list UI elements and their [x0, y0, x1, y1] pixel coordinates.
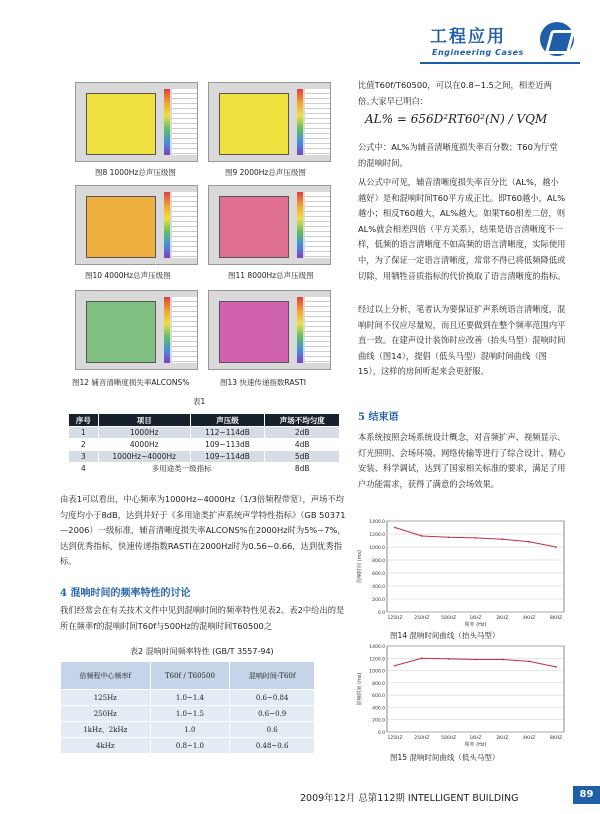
body-paragraph: 公式中：AL%为辅音清晰度损失率百分数；T60为厅堂的混响时间。: [358, 142, 558, 168]
body-paragraph: 大家早已明白：: [370, 96, 429, 106]
table-header: 项目: [98, 414, 190, 427]
data-point: [421, 535, 423, 537]
body-paragraph: 由表1可以看出，中心频率为1000Hz~4000Hz（1/3倍频程带宽），声场不均匀度均小于8dB，达到并好于《多用途类扩声系统声学特性指标》（GB 50371—2006）一级标准，辅音清晰度损失率ALCONS%在2000Hz时为5%~7%，达到优秀指标，快速传递指数RASTI在2000Hz时为0.56~0.66，达到优秀指标。: [60, 494, 346, 567]
room-map: [219, 301, 289, 363]
x-tick-label: 4KHZ: [523, 736, 536, 741]
x-axis-label: 频率 (Hz): [464, 622, 487, 628]
formula: AL% = 656D²RT60²(N) / VQM: [365, 112, 548, 126]
y-tick-label: 1000.0: [369, 669, 385, 675]
y-tick-label: 600.0: [372, 572, 385, 577]
y-axis-label: 混响时间 (ms): [357, 672, 363, 706]
y-tick-label: 400.0: [372, 585, 385, 590]
x-tick-label: 8KHZ: [549, 736, 563, 741]
data-point: [475, 659, 477, 661]
figure-13: [208, 290, 331, 370]
table-header: 序号: [69, 414, 99, 427]
figure-9: [208, 82, 331, 162]
body-paragraph: 比值T60f/T60500，可以在0.8~1.5之间，相差近两倍。: [358, 80, 553, 106]
table1-title: 表1: [193, 397, 206, 406]
table2-title: 表2 混响时间频率特性 (GB/T 3557-94): [130, 647, 274, 656]
table-header: 声压级: [190, 414, 265, 427]
y-tick-label: 1400.0: [369, 645, 385, 650]
x-tick-label: 4KHZ: [523, 616, 536, 621]
figure-caption: 图11 8000Hz总声压级图: [228, 271, 314, 280]
table-header: T60f / T60500: [150, 662, 230, 690]
y-tick-label: 800.0: [372, 559, 385, 564]
data-point: [501, 538, 503, 540]
y-tick-label: 0.0: [377, 731, 385, 736]
x-tick-label: 1KHZ: [469, 736, 482, 741]
room-map: [86, 93, 156, 155]
body-paragraph: 经过以上分析，笔者认为要保证扩声系统语言清晰度，混响时间不仅应尽量短，而且还要做到在整个频率范围内平直一致。在建声设计装饰时应改善（抬头马型）混响时间曲线（图14），提倡（低头马型）混响时间曲线（图15），这样的房间听起来会更舒服。: [358, 304, 566, 377]
color-scale: [297, 192, 303, 258]
y-tick-label: 600.0: [372, 694, 385, 700]
figure-11: [208, 185, 331, 265]
table-header: 倍频程中心频率f: [61, 662, 151, 690]
y-axis-label: 混响时间 (ms): [357, 550, 363, 583]
y-tick-label: 1200.0: [369, 533, 385, 538]
data-point: [448, 536, 450, 538]
color-scale: [164, 89, 170, 155]
y-tick-label: 1200.0: [369, 657, 385, 663]
table-row: 125Hz 1.0~1.4 0.6~0.84: [61, 690, 315, 706]
plot-area: [387, 521, 564, 612]
header-subtitle: Engineering Cases: [432, 48, 524, 57]
data-point: [394, 527, 396, 529]
section-heading: 4 混响时间的频率特性的讨论: [60, 588, 191, 599]
x-tick-label: 1KHZ: [469, 616, 482, 621]
body-paragraph: 从公式中可见，辅音清晰度损失率百分比（AL%，越小越好）是和混响时间T60平方成正比。即T60越小，AL%越小；相反T60越大，AL%越大。如果T60相差二倍，则AL%就会相差四倍（平方关系），结果是语言清晰度不一样，低频的语言清晰度不如高频的语言清晰度，实际使用中，为了保证一定语言清晰度，常常不得已将低频降低或切除，用牺牲音质指标的代价换取了语言清晰度的指标。: [358, 177, 566, 281]
body-paragraph: 我们经常会在有关技术文件中见到混响时间的频率特性见表2。表2中给出的是所在频率f的混响时间T60f与500Hz的混响时间T60500之: [60, 605, 345, 631]
data-point: [501, 659, 503, 661]
y-tick-label: 1000.0: [369, 546, 385, 551]
room-map: [219, 196, 289, 258]
data-point: [555, 546, 557, 548]
data-point: [528, 541, 530, 543]
chart-caption: 图14 混响时间曲线（抬头马型）: [390, 631, 500, 640]
figure-caption: 图9 2000Hz总声压级图: [225, 168, 306, 177]
x-axis-label: 频率 (Hz): [464, 742, 487, 748]
color-scale: [164, 297, 170, 363]
room-map: [86, 301, 156, 363]
body-paragraph: 本系统按照会场系统设计概念，对音频扩声、视频显示、灯光照明、会场环境、网络传输等进行了综合设计、精心安装、科学调试，达到了国家相关标准的要求，满足了用户功能需求，获得了满意的会场效果。: [358, 432, 566, 489]
x-tick-label: 500HZ: [441, 616, 457, 621]
figure-10: [75, 185, 198, 265]
x-tick-label: 250HZ: [414, 736, 430, 741]
table-1: [68, 413, 340, 475]
x-tick-label: 8KHZ: [549, 616, 563, 621]
y-tick-label: 0.0: [377, 611, 385, 616]
x-tick-label: 250HZ: [414, 616, 430, 621]
section-heading: 5 结束语: [358, 412, 399, 423]
header-title: 工程应用: [430, 27, 506, 47]
page-footer: 2009年12月 总第112期 INTELLIGENT BUILDING: [300, 793, 519, 804]
x-tick-label: 125HZ: [387, 736, 403, 741]
data-point: [421, 657, 423, 659]
figure-caption: 图13 快速传递指数RASTI: [220, 378, 307, 387]
y-tick-label: 200.0: [372, 718, 385, 724]
chart-figure-15: [355, 640, 570, 750]
room-map: [86, 196, 156, 258]
page-number: 89: [573, 786, 600, 804]
room-map: [219, 93, 289, 155]
data-point: [528, 660, 530, 662]
journal-header: [420, 18, 580, 64]
chart-caption: 图15 混响时间曲线（低头马型）: [390, 753, 500, 762]
table-row: 250Hz 1.0~1.5 0.6~0.9: [61, 706, 315, 722]
table-row: 1 1000Hz 112~114dB 2dB: [69, 427, 340, 439]
table-row: 1kHz、2kHz 1.0 0.6: [61, 722, 315, 738]
figure-caption: 图12 辅音清晰度损失率ALCONS%: [72, 378, 190, 387]
y-tick-label: 1400.0: [369, 520, 385, 525]
table-row: 3 1000Hz~4000Hz 109~114dB 5dB: [69, 451, 340, 463]
color-scale: [164, 192, 170, 258]
figure-8: [75, 82, 198, 162]
table-row: 4kHz 0.8~1.0 0.48~0.6: [61, 738, 315, 754]
journal-logo-icon: [540, 22, 574, 56]
x-tick-label: 500HZ: [441, 736, 457, 741]
figure-caption: 图10 4000Hz总声压级图: [85, 271, 171, 280]
table-header: 声场不均匀度: [265, 414, 340, 427]
x-tick-label: 125HZ: [387, 616, 403, 621]
header-divider: [420, 62, 580, 64]
table-2: [60, 661, 315, 754]
color-scale: [297, 297, 303, 363]
x-tick-label: 2KHZ: [496, 736, 509, 741]
y-tick-label: 800.0: [372, 681, 385, 687]
figure-12: [75, 290, 198, 370]
figure-caption: 图8 1000Hz总声压级图: [95, 168, 176, 177]
y-tick-label: 200.0: [372, 598, 385, 603]
data-point: [448, 658, 450, 660]
table-header: 混响时间-T60f: [230, 662, 315, 690]
data-point: [555, 666, 557, 668]
data-point: [394, 665, 396, 667]
color-scale: [297, 89, 303, 155]
y-tick-label: 400.0: [372, 706, 385, 712]
chart-figure-14: [355, 515, 570, 630]
table-row: 4 多用途类一级指标 8dB: [69, 463, 340, 475]
table-row: 2 4000Hz 109~113dB 4dB: [69, 439, 340, 451]
data-point: [475, 537, 477, 539]
x-tick-label: 2KHZ: [496, 616, 509, 621]
